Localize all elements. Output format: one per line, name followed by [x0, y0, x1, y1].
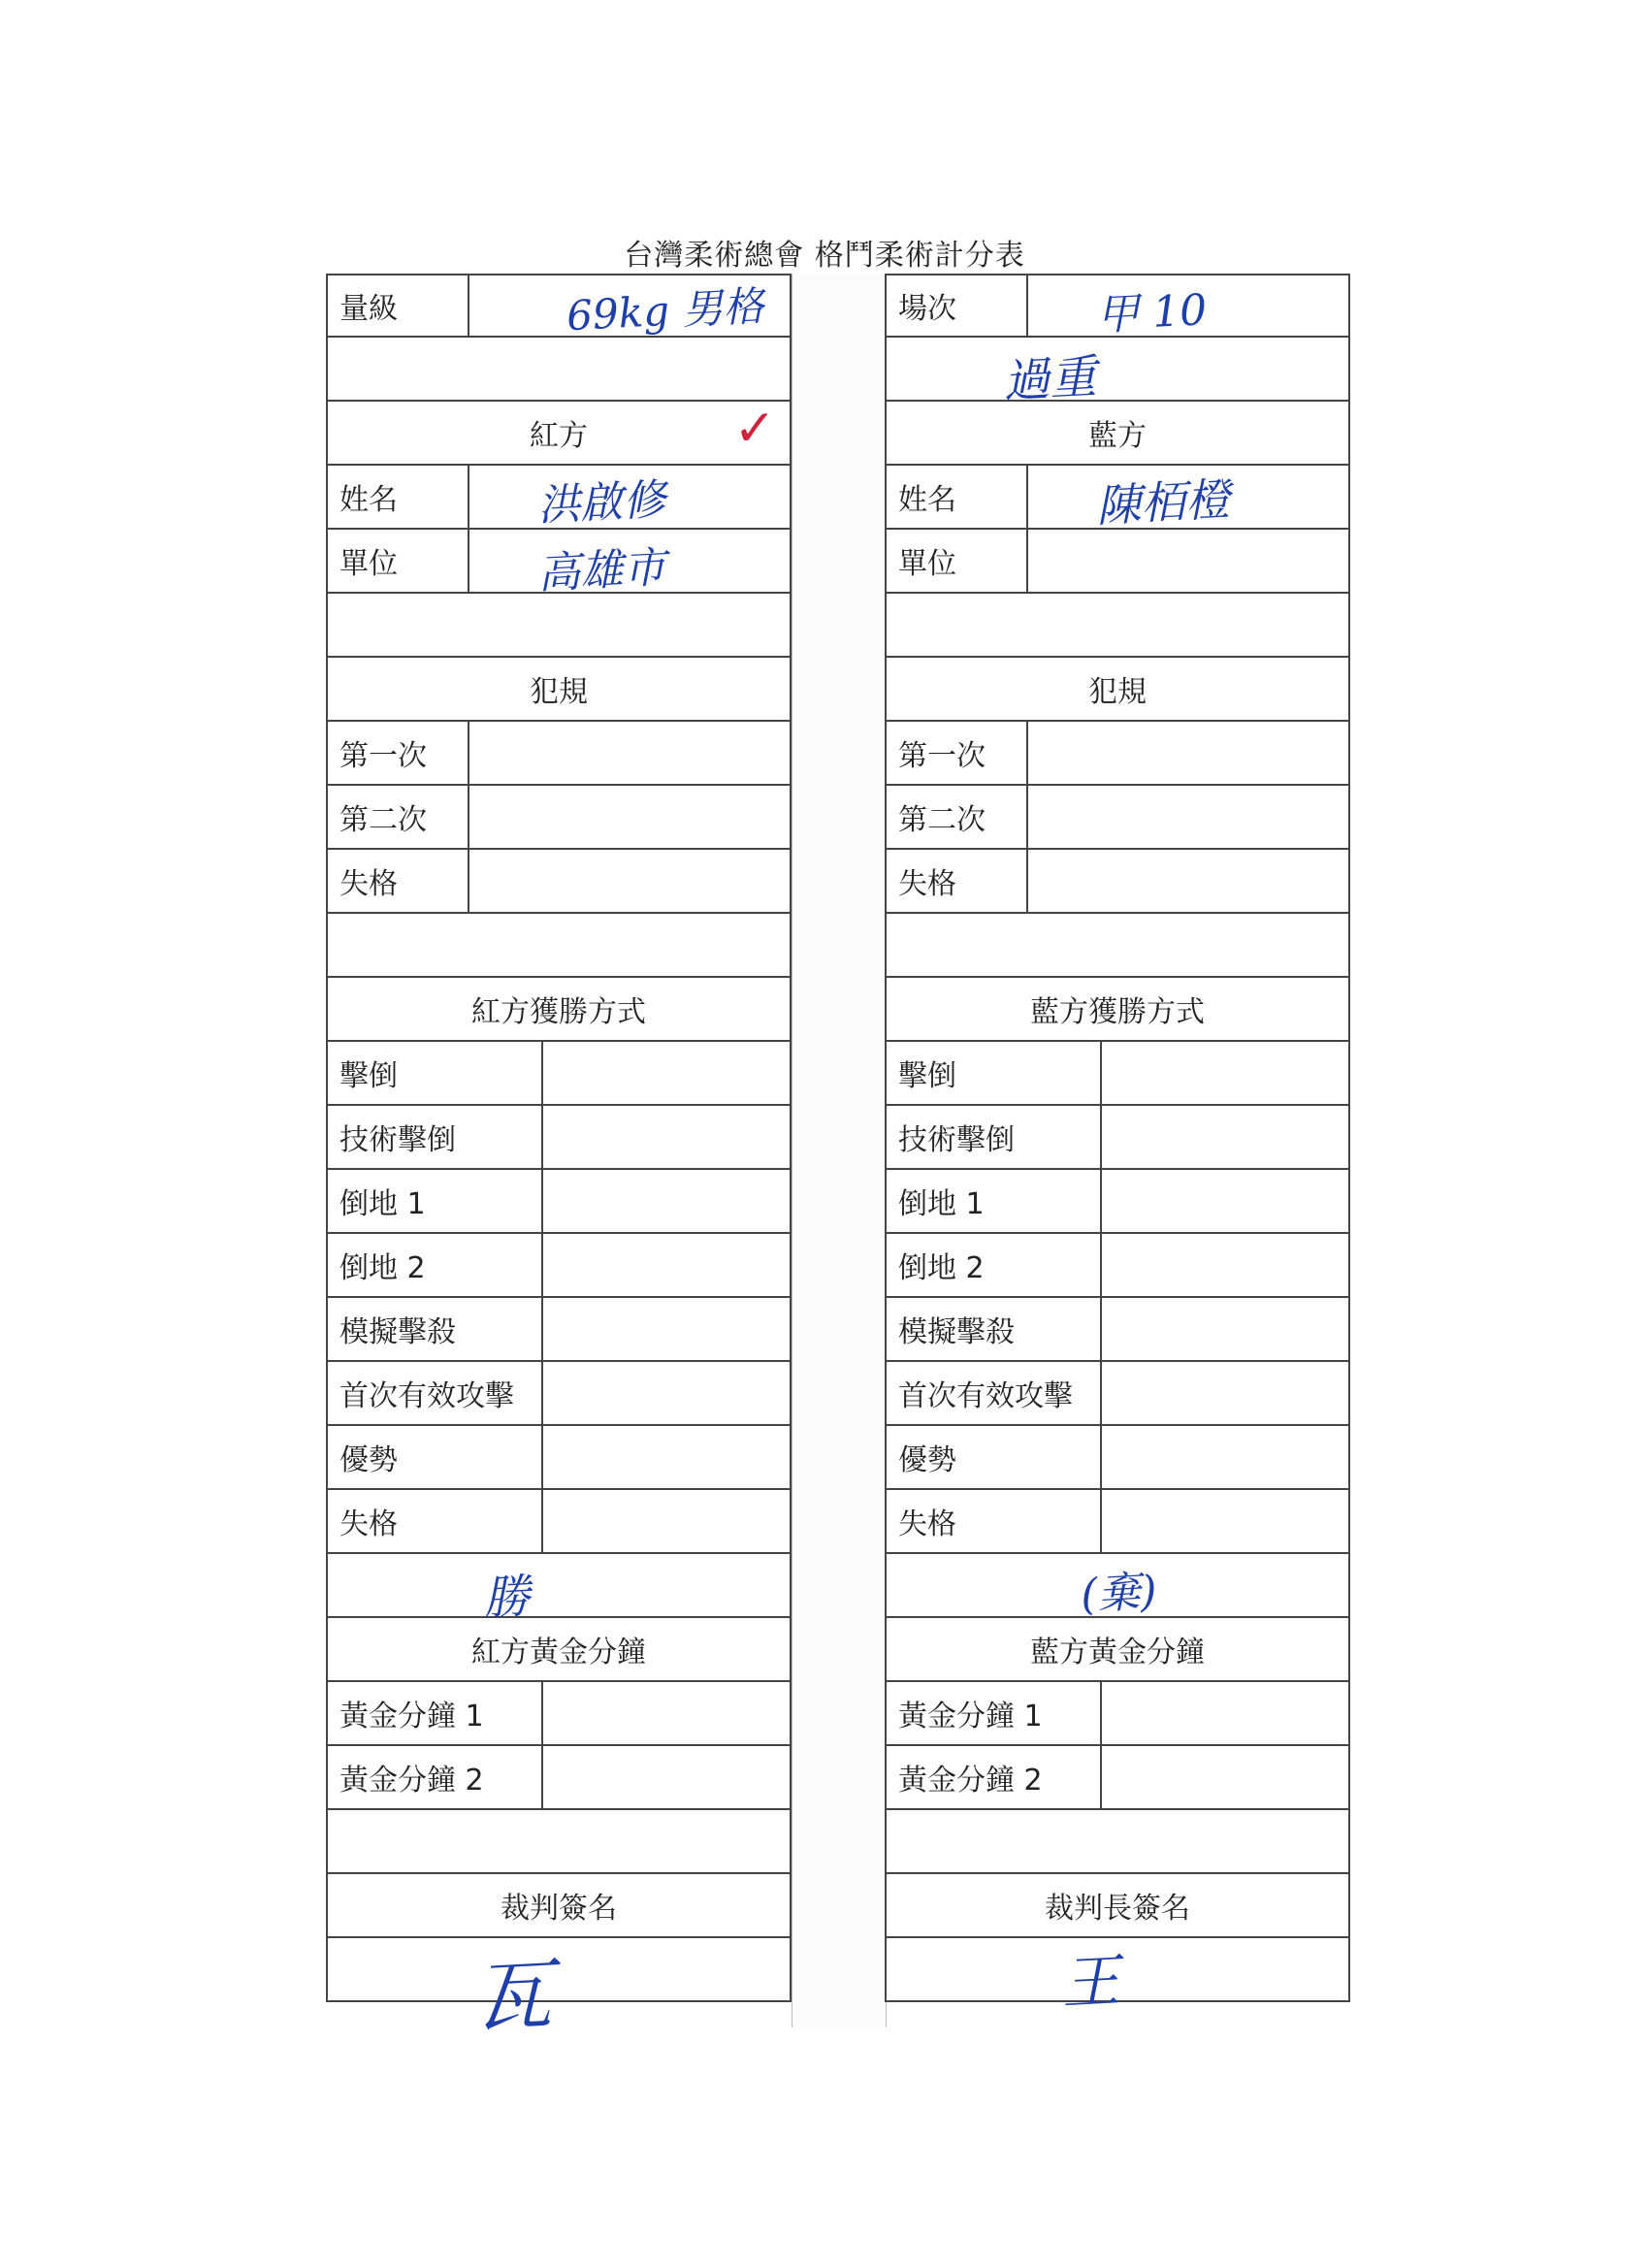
blue-method-row	[885, 1298, 1350, 1362]
red-method-value[interactable]	[543, 1490, 790, 1552]
red-side-header	[326, 402, 792, 466]
blue-name-label: 姓名	[887, 466, 1028, 528]
red-method-row	[326, 1298, 792, 1362]
blue-method-value[interactable]	[1102, 1298, 1348, 1360]
blue-golden-1-label: 黃金分鐘 1	[887, 1682, 1102, 1744]
chief-referee-sign-header	[885, 1874, 1350, 1938]
red-foul-1-row	[326, 722, 792, 786]
blue-method-value[interactable]	[1102, 1362, 1348, 1424]
red-method-value[interactable]	[543, 1234, 790, 1296]
blue-foul-1-row	[885, 722, 1350, 786]
red-foul-1-label: 第一次	[328, 722, 469, 784]
weight-class-label: 量級	[328, 275, 469, 336]
page-title: 台灣柔術總會 格鬥柔術計分表	[624, 239, 1025, 273]
red-name-row	[326, 466, 792, 530]
red-win-method-header	[326, 978, 792, 1042]
red-method-value[interactable]	[543, 1170, 790, 1232]
referee-sign-header	[326, 1874, 792, 1938]
match-no-handwriting: 甲 10	[1094, 285, 1209, 340]
blank-row	[885, 1810, 1350, 1874]
red-method-row	[326, 1362, 792, 1426]
match-note-handwriting: 過重	[1001, 349, 1098, 409]
blue-method-row	[885, 1490, 1350, 1554]
red-method-value[interactable]	[543, 1106, 790, 1168]
blue-golden-2-label: 黃金分鐘 2	[887, 1746, 1102, 1808]
blue-foul-2-label: 第二次	[887, 786, 1028, 848]
red-result-handwriting: 勝	[481, 1569, 532, 1627]
blue-method-row	[885, 1106, 1350, 1170]
red-foul-2-label: 第二次	[328, 786, 469, 848]
blue-method-label: 倒地 2	[887, 1234, 1102, 1296]
red-unit-row	[326, 530, 792, 599]
red-win-method-label: 紅方獲勝方式	[471, 995, 646, 1029]
blue-foul-2-row	[885, 786, 1350, 850]
match-no-label: 場次	[887, 275, 1028, 336]
red-method-value[interactable]	[543, 1426, 790, 1488]
chief-referee-signature: 王	[1059, 1947, 1122, 2019]
blue-result-row	[885, 1554, 1350, 1621]
red-method-row	[326, 1042, 792, 1106]
red-method-row	[326, 1234, 792, 1298]
blue-golden-label: 藍方黃金分鐘	[1030, 1636, 1205, 1669]
red-name-label: 姓名	[328, 466, 469, 528]
red-method-value[interactable]	[543, 1298, 790, 1360]
match-no-row	[885, 274, 1350, 338]
referee-sign-label: 裁判簽名	[501, 1892, 617, 1926]
blank-row	[326, 594, 792, 658]
red-unit-label: 單位	[328, 530, 469, 592]
blue-method-row	[885, 1170, 1350, 1234]
weight-class-row	[326, 274, 792, 338]
red-winner-check: ✓	[733, 400, 776, 458]
red-foul-1-value[interactable]	[469, 722, 790, 784]
red-method-row	[326, 1490, 792, 1554]
blue-name-handwriting: 陳栢橙	[1094, 472, 1232, 533]
red-dq-label: 失格	[328, 850, 469, 912]
blue-golden-header	[885, 1618, 1350, 1682]
blank-row	[326, 1810, 792, 1874]
blue-foul-2-value[interactable]	[1028, 786, 1348, 848]
blue-method-row	[885, 1234, 1350, 1298]
red-dq-row	[326, 850, 792, 914]
blue-method-label: 優勢	[887, 1426, 1102, 1488]
weight-class-handwriting: 69kg 男格	[565, 281, 765, 340]
blue-method-label: 倒地 1	[887, 1170, 1102, 1232]
red-method-row	[326, 1106, 792, 1170]
red-side-label: 紅方	[530, 419, 588, 453]
column-gutter	[792, 274, 887, 2027]
red-method-value[interactable]	[543, 1362, 790, 1424]
blue-method-row	[885, 1362, 1350, 1426]
red-method-label: 擊倒	[328, 1042, 543, 1104]
blue-foul-1-value[interactable]	[1028, 722, 1348, 784]
red-method-label: 模擬擊殺	[328, 1298, 543, 1360]
red-foul-2-value[interactable]	[469, 786, 790, 848]
red-golden-2-label: 黃金分鐘 2	[328, 1746, 543, 1808]
blue-golden-2-value[interactable]	[1102, 1746, 1348, 1808]
match-no-value[interactable]	[1028, 275, 1348, 340]
blue-method-value[interactable]	[1102, 1106, 1348, 1168]
blue-name-value[interactable]	[1028, 466, 1348, 533]
blue-unit-label: 單位	[887, 530, 1028, 592]
blue-golden-2-row	[885, 1746, 1350, 1810]
blue-unit-row	[885, 530, 1350, 594]
blue-result-handwriting: (棄)	[1079, 1566, 1158, 1621]
red-method-row	[326, 1426, 792, 1490]
red-method-value[interactable]	[543, 1042, 790, 1104]
blue-fouls-header	[885, 658, 1350, 722]
blue-win-method-label: 藍方獲勝方式	[1030, 995, 1205, 1029]
red-unit-value[interactable]	[469, 530, 790, 599]
red-foul-2-row	[326, 786, 792, 850]
chief-referee-sign-row[interactable]	[885, 1938, 1350, 2019]
red-method-label: 倒地 1	[328, 1170, 543, 1232]
red-method-label: 倒地 2	[328, 1234, 543, 1296]
red-dq-value[interactable]	[469, 850, 790, 912]
blue-dq-label: 失格	[887, 850, 1028, 912]
weight-class-value[interactable]	[469, 275, 790, 340]
blank-row	[885, 594, 1350, 658]
referee-sign-row[interactable]	[326, 1938, 792, 2045]
blue-column	[885, 274, 1350, 2019]
red-method-label: 首次有效攻擊	[328, 1362, 543, 1424]
blank-row	[326, 338, 792, 402]
blue-foul-1-label: 第一次	[887, 722, 1028, 784]
blue-dq-row	[885, 850, 1350, 914]
blue-method-label: 擊倒	[887, 1042, 1102, 1104]
blue-method-value[interactable]	[1102, 1490, 1348, 1552]
match-note-row	[885, 338, 1350, 409]
blue-method-value[interactable]	[1102, 1170, 1348, 1232]
red-method-label: 技術擊倒	[328, 1106, 543, 1168]
red-golden-1-row	[326, 1682, 792, 1746]
blank-row	[885, 914, 1350, 978]
red-fouls-label: 犯規	[530, 675, 588, 709]
blank-row	[326, 914, 792, 978]
red-name-value[interactable]	[469, 466, 790, 532]
red-golden-2-value[interactable]	[543, 1746, 790, 1808]
blue-golden-1-value[interactable]	[1102, 1682, 1348, 1744]
red-method-row	[326, 1170, 792, 1234]
blue-side-label: 藍方	[1088, 419, 1147, 453]
blue-method-label: 模擬擊殺	[887, 1298, 1102, 1360]
red-fouls-header	[326, 658, 792, 722]
referee-signature: 瓦	[470, 1949, 554, 2045]
blue-method-value[interactable]	[1102, 1234, 1348, 1296]
red-golden-label: 紅方黃金分鐘	[471, 1636, 646, 1669]
blue-method-label: 首次有效攻擊	[887, 1362, 1102, 1424]
blue-win-method-header	[885, 978, 1350, 1042]
blue-name-row	[885, 466, 1350, 533]
red-golden-1-label: 黃金分鐘 1	[328, 1682, 543, 1744]
blue-side-header	[885, 402, 1350, 466]
blue-method-row	[885, 1042, 1350, 1106]
red-unit-handwriting: 高雄市	[535, 542, 667, 599]
blue-fouls-label: 犯規	[1088, 675, 1147, 709]
blue-dq-value[interactable]	[1028, 850, 1348, 912]
red-golden-header	[326, 1618, 792, 1682]
chief-referee-sign-label: 裁判長簽名	[1045, 1892, 1190, 1926]
blue-method-value[interactable]	[1102, 1426, 1348, 1488]
blue-unit-value[interactable]	[1028, 530, 1348, 592]
red-column	[326, 274, 792, 2045]
red-method-label: 失格	[328, 1490, 543, 1552]
blue-method-label: 失格	[887, 1490, 1102, 1552]
red-result-row	[326, 1554, 792, 1627]
red-name-handwriting: 洪啟修	[535, 474, 667, 532]
red-method-label: 優勢	[328, 1426, 543, 1488]
blue-method-row	[885, 1426, 1350, 1490]
blue-golden-1-row	[885, 1682, 1350, 1746]
red-golden-2-row	[326, 1746, 792, 1810]
blue-method-label: 技術擊倒	[887, 1106, 1102, 1168]
blue-method-value[interactable]	[1102, 1042, 1348, 1104]
red-golden-1-value[interactable]	[543, 1682, 790, 1744]
